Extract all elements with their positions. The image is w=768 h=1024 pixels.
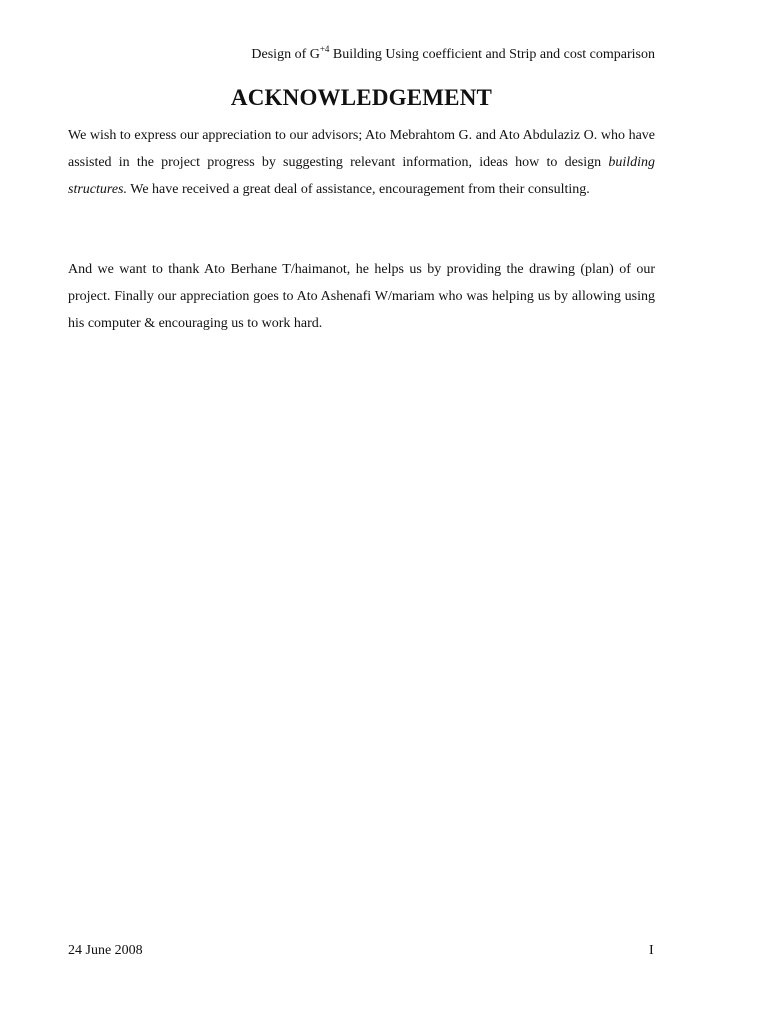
paragraph-thanks: And we want to thank Ato Berhane T/haimanot, he helps us by providing the drawing (plan) of our project. Finally our appreciation goes to Ato Ashenafi W/mariam who was helping us by allowing using his computer & encouraging us to work hard. [68,262,655,331]
paragraph-advisors-emphasis: building structures. [68,155,655,197]
paragraph-advisors [68,122,655,203]
footer-page-number: I [649,943,654,958]
running-header [68,46,655,64]
page-title: ACKNOWLEDGEMENT [230,85,493,110]
footer-date: 24 June 2008 [68,943,143,958]
paragraph-advisors-text: We wish to express our appreciation to our advisors; Ato Mebrahtom G. and Ato Abdulaziz O. who have assisted in the project progress by suggesting relevant information, ideas how to design [68,128,655,170]
header-prefix: Design of G [251,47,320,62]
header-superscript: +4 [319,44,330,54]
header-suffix: Building Using coefficient and Strip and cost comparison [329,47,655,62]
paragraph-advisors-text-end: We have received a great deal of assistance, encouragement from their consulting. [126,182,590,197]
